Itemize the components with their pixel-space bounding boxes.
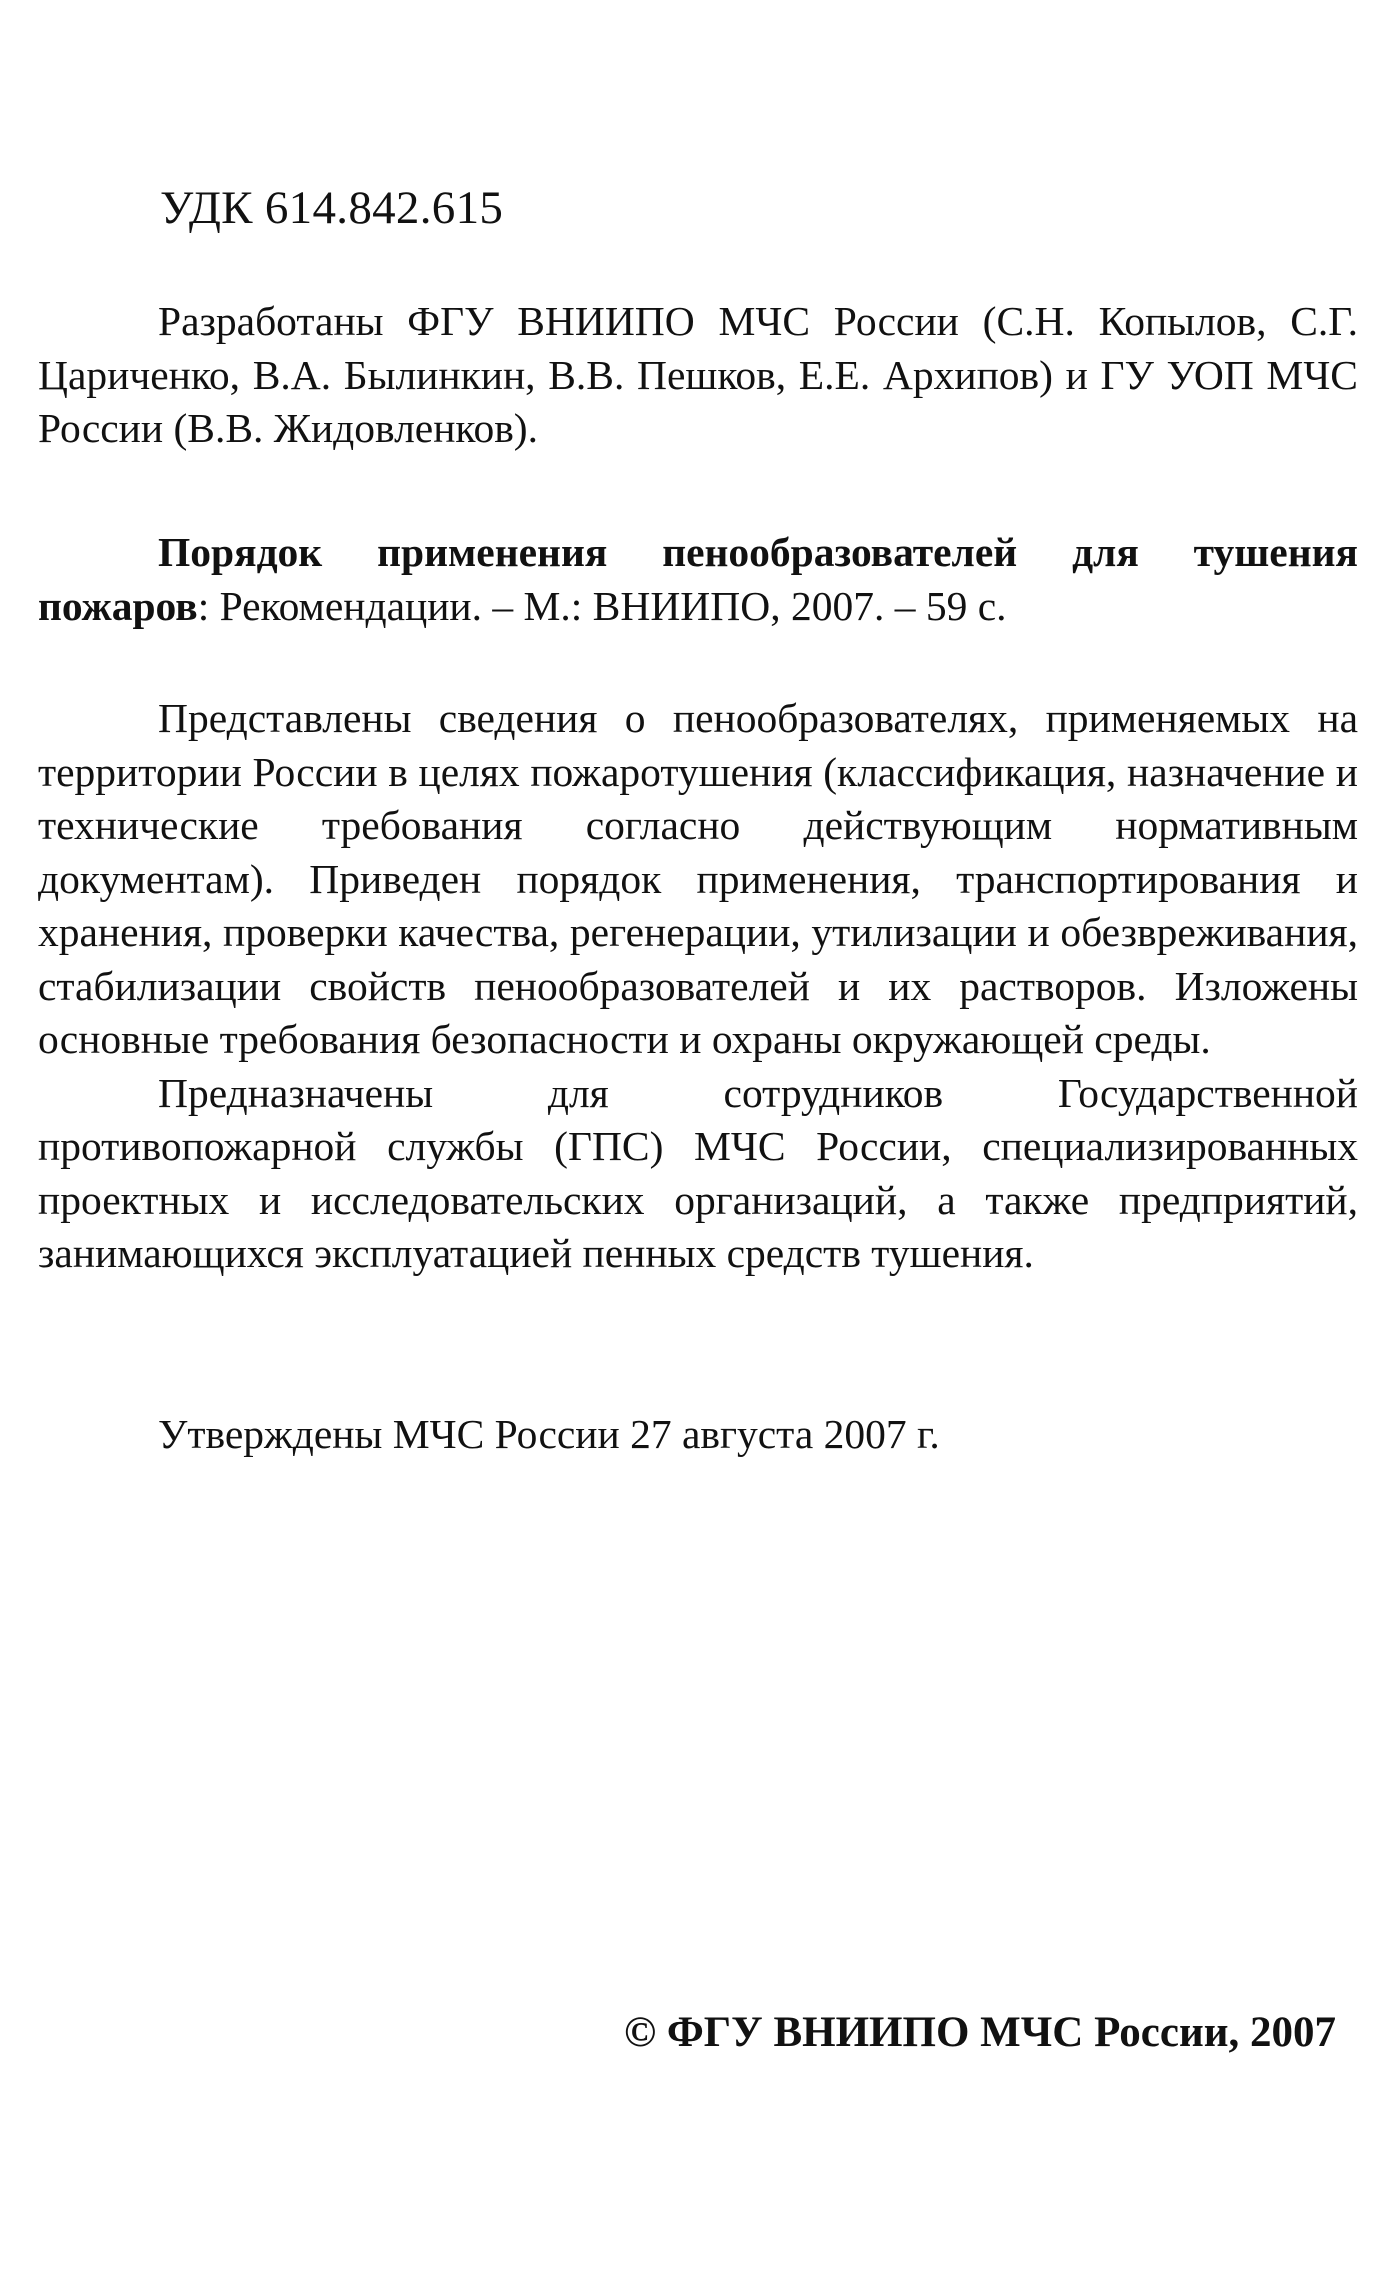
abstract-paragraph-1: Представлены сведения о пенообразователях, применяемых на территории России в целях пожаротушения (классификация, назначение и технические требования согласно действующим нормативным документам). Приведен порядок применения, транспортирования и хранения, проверки качества, регенерации, утилизации и обезвреживания, стабилизации свойств пенообразователей и их растворов. Изложены основные требования безопасности и охраны окружающей среды. xyxy=(38,695,1358,1062)
publication-title: Порядок применения пенообразователей для тушения пожаров xyxy=(38,529,1358,629)
abstract xyxy=(38,692,1358,1281)
abstract-paragraph-2: Предназначены для сотрудников Государственной противопожарной службы (ГПС) МЧС России, специализированных проектных и исследовательских организаций, а также предприятий, занимающихся эксплуатацией пенных средств тушения. xyxy=(38,1069,1358,1276)
copyright-notice: © ФГУ ВНИИПО МЧС России, 2007 xyxy=(624,2009,1336,2056)
bibliographic-record xyxy=(38,526,1358,633)
developers-text: Разработаны ФГУ ВНИИПО МЧС России (С.Н. Копылов, С.Г. Цариченко, В.А. Былинкин, В.В. Пешков, Е.Е. Архипов) и ГУ УОП МЧС России (В.В. Жидовленков). xyxy=(38,298,1358,451)
publication-details: : Рекомендации. – М.: ВНИИПО, 2007. – 59 с. xyxy=(197,582,1007,629)
approval-note xyxy=(38,1408,1358,1462)
developers-paragraph xyxy=(38,295,1358,456)
approval-text: Утверждены МЧС России 27 августа 2007 г. xyxy=(158,1411,940,1457)
udc-code: УДК 614.842.615 xyxy=(160,182,504,234)
